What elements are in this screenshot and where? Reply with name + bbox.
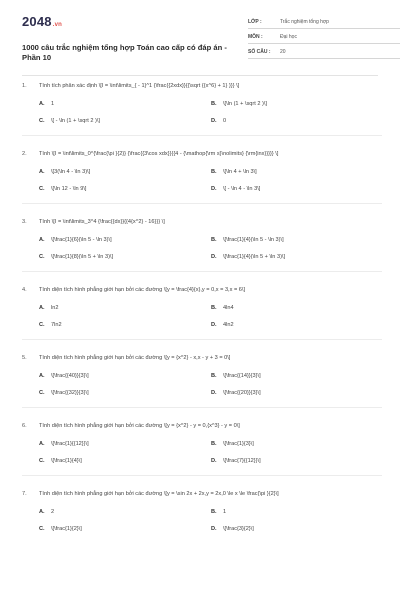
option-text: \[\frac{1}{4}(\ln 5 - \ln 3)\] [223,237,284,243]
answer-option[interactable] [39,304,211,312]
header-divider [22,75,378,76]
option-text: \[ - \ln 4 - \ln 3\] [223,186,261,192]
option-text: \[\frac{1}{{12}}\] [51,441,89,447]
meta-value: Trắc nghiệm tổng hợp [280,19,329,25]
question-divider [22,271,382,272]
question-divider [22,135,382,136]
answer-option[interactable] [39,457,211,465]
option-letter: D. [211,458,217,464]
question-number: 1. [22,83,27,89]
option-letter: C. [39,322,45,328]
answer-option[interactable] [39,321,211,329]
question-text: Tính diện tích hình phẳng giới hạn bởi các đường \[y = \sin 2x + 2x,y = 2x,0 \le x \le \frac{\pi }{2}\] [39,491,279,497]
answer-option[interactable] [39,525,211,533]
answer-option[interactable] [39,236,211,244]
answer-option[interactable] [211,440,383,448]
option-letter: A. [39,101,45,107]
question-text: Tính \[I = \int\limits_0^{\frac{\pi }{2}} {\frac{{3\cos xdx}}{{4 - {\mathop{\rm s}\nolimits} {\rm{inx}}}}} \] [39,151,279,157]
question-text: Tính diện tích hình phẳng giới hạn bởi các đường \[y = \frac{4}{x},y = 0,x = 3,x = 6\] [39,287,245,293]
answer-option[interactable] [211,525,383,533]
question-number: 6. [22,423,27,429]
question-number: 3. [22,219,27,225]
question-number: 4. [22,287,27,293]
option-text: \[\ln 12 - \ln 9\] [51,186,87,192]
answer-option[interactable] [211,185,383,193]
option-text: 1 [51,101,55,107]
meta-value: 20 [280,49,286,55]
answer-option[interactable] [39,100,211,108]
answer-options [39,508,382,533]
option-text: \[\frac{1}{6}(\ln 5 - \ln 3)\] [51,237,112,243]
answer-option[interactable] [39,117,211,125]
option-letter: A. [39,441,45,447]
option-text: \[\frac{{40}}{3}\] [51,373,89,379]
option-text: \[\frac{1}{3}\] [223,441,254,447]
question-item [22,488,382,533]
option-text: 0 [223,118,227,124]
question-divider [22,339,382,340]
question-list [22,80,382,533]
option-text: \[ - \ln (1 + \sqrt 2 )\] [51,118,100,124]
question-item [22,80,382,136]
question-text: Tính \[I = \int\limits_3^4 {\frac{{dx}}{{4{x^2} - 16}}} \] [39,219,165,225]
answer-options [39,236,382,261]
answer-option[interactable] [211,236,383,244]
option-text: 4ln4 [223,305,234,311]
answer-option[interactable] [39,168,211,176]
option-text: \[\ln 4 + \ln 3\] [223,169,257,175]
question-divider [22,475,382,476]
answer-options [39,168,382,193]
option-letter: C. [39,118,45,124]
option-text: \[3(\ln 4 - \ln 3)\] [51,169,91,175]
answer-option[interactable] [211,117,383,125]
option-text: 4ln2 [223,322,234,328]
option-text: \[\frac{7}{{12}}\] [223,458,261,464]
question-divider [22,407,382,408]
question-text: Tính diện tích hình phẳng giới hạn bởi các đường \[y = {x^2} - x,x - y + 3 = 0\] [39,355,231,361]
answer-option[interactable] [211,457,383,465]
option-text: \[\frac{1}{4}\] [51,458,82,464]
site-logo[interactable] [22,14,62,29]
option-letter: B. [211,169,217,175]
answer-option[interactable] [39,508,211,516]
document-title: 1000 câu trắc nghiệm tổng hợp Toán cao cấp có đáp án - Phần 10 [22,43,227,62]
question-item [22,352,382,408]
option-letter: B. [211,441,217,447]
answer-option[interactable] [39,389,211,397]
option-text: \[\frac{3}{2}\] [223,526,254,532]
option-text: \[\frac{1}{4}(\ln 5 + \ln 3)\] [223,254,286,260]
option-text: \[\frac{{32}}{3}\] [51,390,89,396]
option-letter: C. [39,254,45,260]
question-item [22,284,382,340]
question-text: Tính tích phân xác định \[I = \int\limits_{ - 1}^1 {\frac{{2xdx}}{{\sqrt {{x^6} + 1} }}} \] [39,83,240,89]
option-letter: A. [39,373,45,379]
answer-options [39,304,382,329]
logo-text: 2048 [22,14,52,29]
answer-option[interactable] [211,253,383,261]
meta-label: LỚP : [248,19,262,25]
answer-option[interactable] [39,253,211,261]
option-letter: D. [211,322,217,328]
option-text: \[\frac{{20}}{3}\] [223,390,261,396]
answer-option[interactable] [39,372,211,380]
meta-row-class [248,14,400,29]
option-letter: D. [211,526,217,532]
option-letter: D. [211,186,217,192]
answer-option[interactable] [211,321,383,329]
answer-option[interactable] [211,372,383,380]
answer-option[interactable] [211,389,383,397]
option-letter: C. [39,458,45,464]
answer-option[interactable] [39,440,211,448]
option-text: 2 [51,509,55,515]
document-header [22,14,382,70]
option-letter: D. [211,118,217,124]
meta-row-subject [248,29,400,44]
option-letter: B. [211,509,217,515]
option-text: ln2 [51,305,59,311]
option-text: 1 [223,509,227,515]
option-text: \[\ln (1 + \sqrt 2 )\] [223,101,267,107]
option-letter: B. [211,237,217,243]
option-letter: D. [211,254,217,260]
option-letter: A. [39,305,45,311]
meta-value: Đại học [280,34,297,40]
option-text: \[\frac{1}{8}(\ln 5 + \ln 3)\] [51,254,114,260]
meta-label: SỐ CÂU : [248,49,271,55]
option-letter: A. [39,169,45,175]
option-letter: B. [211,305,217,311]
question-number: 5. [22,355,27,361]
option-letter: D. [211,390,217,396]
option-letter: C. [39,390,45,396]
answer-option[interactable] [211,304,383,312]
answer-options [39,100,382,125]
answer-options [39,372,382,397]
answer-option[interactable] [39,185,211,193]
meta-table [248,14,400,59]
option-letter: B. [211,373,217,379]
meta-row-count [248,44,400,59]
meta-label: MÔN : [248,34,263,40]
answer-options [39,440,382,465]
question-item [22,420,382,476]
option-text: 7ln2 [51,322,62,328]
logo-suffix: .vn [52,22,63,28]
option-letter: C. [39,186,45,192]
question-item [22,148,382,204]
option-letter: C. [39,526,45,532]
answer-option[interactable] [211,100,383,108]
option-letter: A. [39,509,45,515]
question-number: 7. [22,491,27,497]
option-text: \[\frac{{14}}{3}\] [223,373,261,379]
option-letter: A. [39,237,45,243]
answer-option[interactable] [211,508,383,516]
question-divider [22,203,382,204]
question-item [22,216,382,272]
question-number: 2. [22,151,27,157]
option-letter: B. [211,101,217,107]
option-text: \[\frac{1}{2}\] [51,526,82,532]
answer-option[interactable] [211,168,383,176]
question-text: Tính diện tích hình phẳng giới hạn bởi các đường \[y = {x^2} - y = 0,{x^3} - y = 0\] [39,423,240,429]
